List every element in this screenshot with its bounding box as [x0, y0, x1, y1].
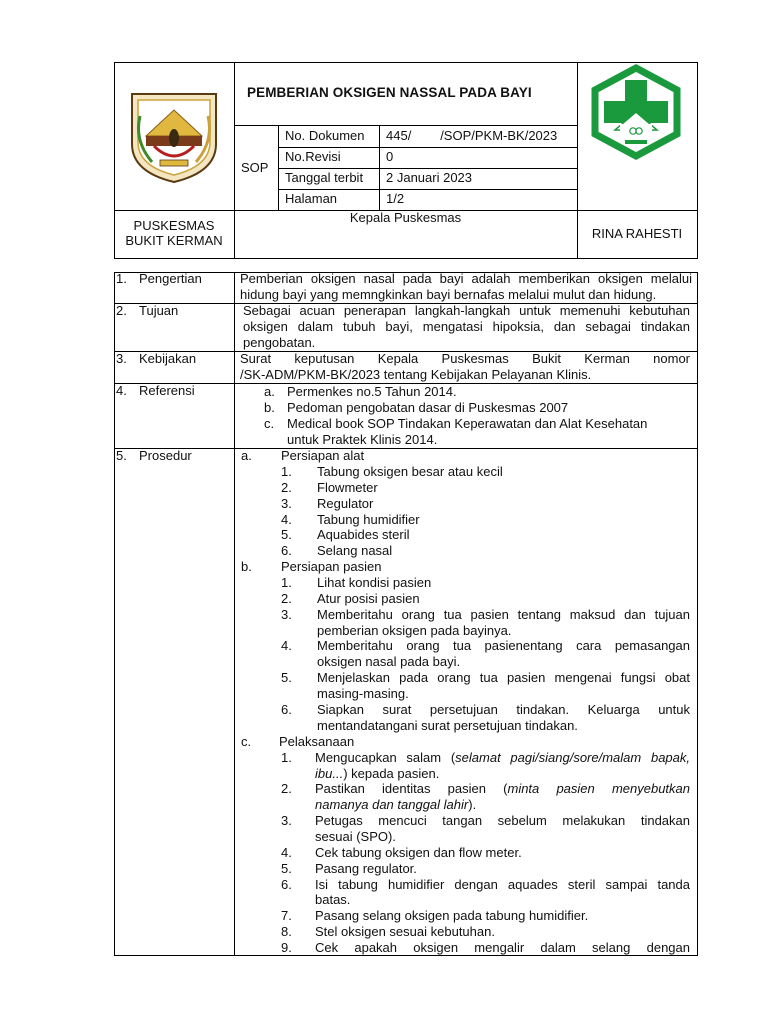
step-text: ibu...) kepada pasien. [315, 766, 440, 781]
purpose-text-line: pengobatan. [243, 335, 316, 350]
step-text: Siapkan surat persetujuan tindakan. Keluarga untuk [317, 702, 690, 717]
step-number: 8. [281, 924, 292, 939]
section-title: Kebijakan [139, 351, 197, 366]
section-number: 5. [116, 448, 127, 463]
step-text: Atur posisi pasien [317, 591, 420, 606]
step-text: Tabung humidifier [317, 512, 420, 527]
organization-name-line1: PUSKESMAS [133, 218, 215, 233]
step-text: Flowmeter [317, 480, 378, 495]
step-number: 3. [281, 496, 292, 511]
step-text: Pasang selang oksigen pada tabung humidifier. [315, 908, 589, 923]
doc-number-value: 445/ /SOP/PKM-BK/2023 [386, 128, 558, 143]
step-text: Tabung oksigen besar atau kecil [317, 464, 503, 479]
step-number: 1. [281, 464, 292, 479]
step-number: 6. [281, 877, 292, 892]
section-title: Referensi [139, 383, 195, 398]
reference-item: Permenkes no.5 Tahun 2014. [287, 384, 457, 399]
section-number: 3. [116, 351, 127, 366]
step-number: 1. [281, 750, 292, 765]
step-text: Cek tabung oksigen dan flow meter. [315, 845, 522, 860]
step-text: Aquabides steril [317, 527, 410, 542]
step-number: 9. [281, 940, 292, 955]
puskesmas-logo [585, 64, 687, 160]
procedure-group-marker: a. [241, 448, 252, 463]
section-title: Prosedur [139, 448, 192, 463]
regional-emblem-logo [124, 86, 224, 186]
step-number: 2. [281, 591, 292, 606]
page-label: Halaman [285, 191, 338, 206]
step-number: 5. [281, 670, 292, 685]
step-number: 4. [281, 512, 292, 527]
reference-item: Pedoman pengobatan dasar di Puskesmas 2007 [287, 400, 569, 415]
step-text: sesuai (SPO). [315, 829, 396, 844]
step-text: oksigen nasal pada bayi. [317, 654, 461, 669]
policy-text-line: /SK-ADM/PKM-BK/2023 tentang Kebijakan Pelayanan Klinis. [240, 367, 592, 382]
reference-marker: c. [264, 416, 275, 431]
step-text: Isi tabung humidifier dengan aquades steril sampai tanda [315, 877, 690, 892]
step-number: 5. [281, 527, 292, 542]
reference-item: Medical book SOP Tindakan Keperawatan dan Alat Kesehatan [287, 416, 648, 431]
procedure-group-marker: b. [241, 559, 252, 574]
section-number: 4. [116, 383, 127, 398]
purpose-text-line: oksigen dalam tubuh bayi, mengatasi hipoksia, dan sebagai tindakan [243, 319, 690, 334]
procedure-group-title: Persiapan pasien [281, 559, 382, 574]
step-text: Pasang regulator. [315, 861, 417, 876]
step-text: Selang nasal [317, 543, 393, 558]
step-number: 2. [281, 781, 292, 796]
revision-label: No.Revisi [285, 149, 341, 164]
sop-label: SOP [241, 160, 269, 175]
policy-text-line: Surat keputusan Kepala Puskesmas Bukit Kerman nomor [240, 351, 690, 366]
step-text: Pastikan identitas pasien (minta pasien menyebutkan [315, 781, 690, 796]
step-number: 4. [281, 638, 292, 653]
step-text: namanya dan tanggal lahir). [315, 797, 477, 812]
step-text: Lihat kondisi pasien [317, 575, 432, 590]
step-number: 3. [281, 813, 292, 828]
issue-date-label: Tanggal terbit [285, 170, 364, 185]
procedure-group-marker: c. [241, 734, 252, 749]
step-text: batas. [315, 892, 351, 907]
procedure-group-title: Pelaksanaan [279, 734, 355, 749]
step-text: Stel oksigen sesuai kebutuhan. [315, 924, 495, 939]
reference-marker: b. [264, 400, 275, 415]
step-number: 6. [281, 543, 292, 558]
purpose-text-line: Sebagai acuan penerapan langkah-langkah untuk memenuhi kebutuhan [243, 303, 690, 318]
step-number: 7. [281, 908, 292, 923]
step-number: 2. [281, 480, 292, 495]
step-text: Mengucapkan salam (selamat pagi/siang/sore/malam bapak, [315, 750, 690, 765]
step-text: Petugas mencuci tangan sebelum melakukan tindakan [315, 813, 690, 828]
step-text: Memberitahu orang tua pasienentang cara pemasangan [317, 638, 690, 653]
step-text: Cek apakah oksigen mengalir dalam selang dengan [315, 940, 690, 955]
document-title: PEMBERIAN OKSIGEN NASSAL PADA BAYI [247, 85, 532, 100]
step-number: 3. [281, 607, 292, 622]
step-text: Regulator [317, 496, 374, 511]
issue-date-value: 2 Januari 2023 [386, 170, 473, 185]
section-number: 2. [116, 303, 127, 318]
step-number: 5. [281, 861, 292, 876]
step-number: 6. [281, 702, 292, 717]
step-number: 4. [281, 845, 292, 860]
step-text: mentandatangani surat persetujuan tindakan. [317, 718, 578, 733]
step-number: 1. [281, 575, 292, 590]
signer-name: RINA RAHESTI [591, 226, 683, 241]
procedure-group-title: Persiapan alat [281, 448, 365, 463]
doc-number-label: No. Dokumen [285, 128, 365, 143]
step-text: Menjelaskan pada orang tua pasien mengenai fungsi obat [317, 670, 690, 685]
organization-name-line2: BUKIT KERMAN [125, 233, 223, 248]
step-text: masing-masing. [317, 686, 409, 701]
section-title: Pengertian [139, 271, 202, 286]
step-text: pemberian oksigen pada bayinya. [317, 623, 512, 638]
page-value: 1/2 [386, 191, 405, 206]
revision-value: 0 [386, 149, 394, 164]
definition-text-line: hidung bayi yang memngkinkan bayi bernafas melalui mulut dan hidung. [240, 287, 657, 302]
step-text: Memberitahu orang tua pasien tentang maksud dan tujuan [317, 607, 690, 622]
reference-item: untuk Praktek Klinis 2014. [287, 432, 438, 447]
signer-role: Kepala Puskesmas [349, 210, 462, 225]
section-title: Tujuan [139, 303, 179, 318]
definition-text-line: Pemberian oksigen nasal pada bayi adalah memberikan oksigen melalui [240, 271, 692, 286]
section-number: 1. [116, 271, 127, 286]
reference-marker: a. [264, 384, 275, 399]
